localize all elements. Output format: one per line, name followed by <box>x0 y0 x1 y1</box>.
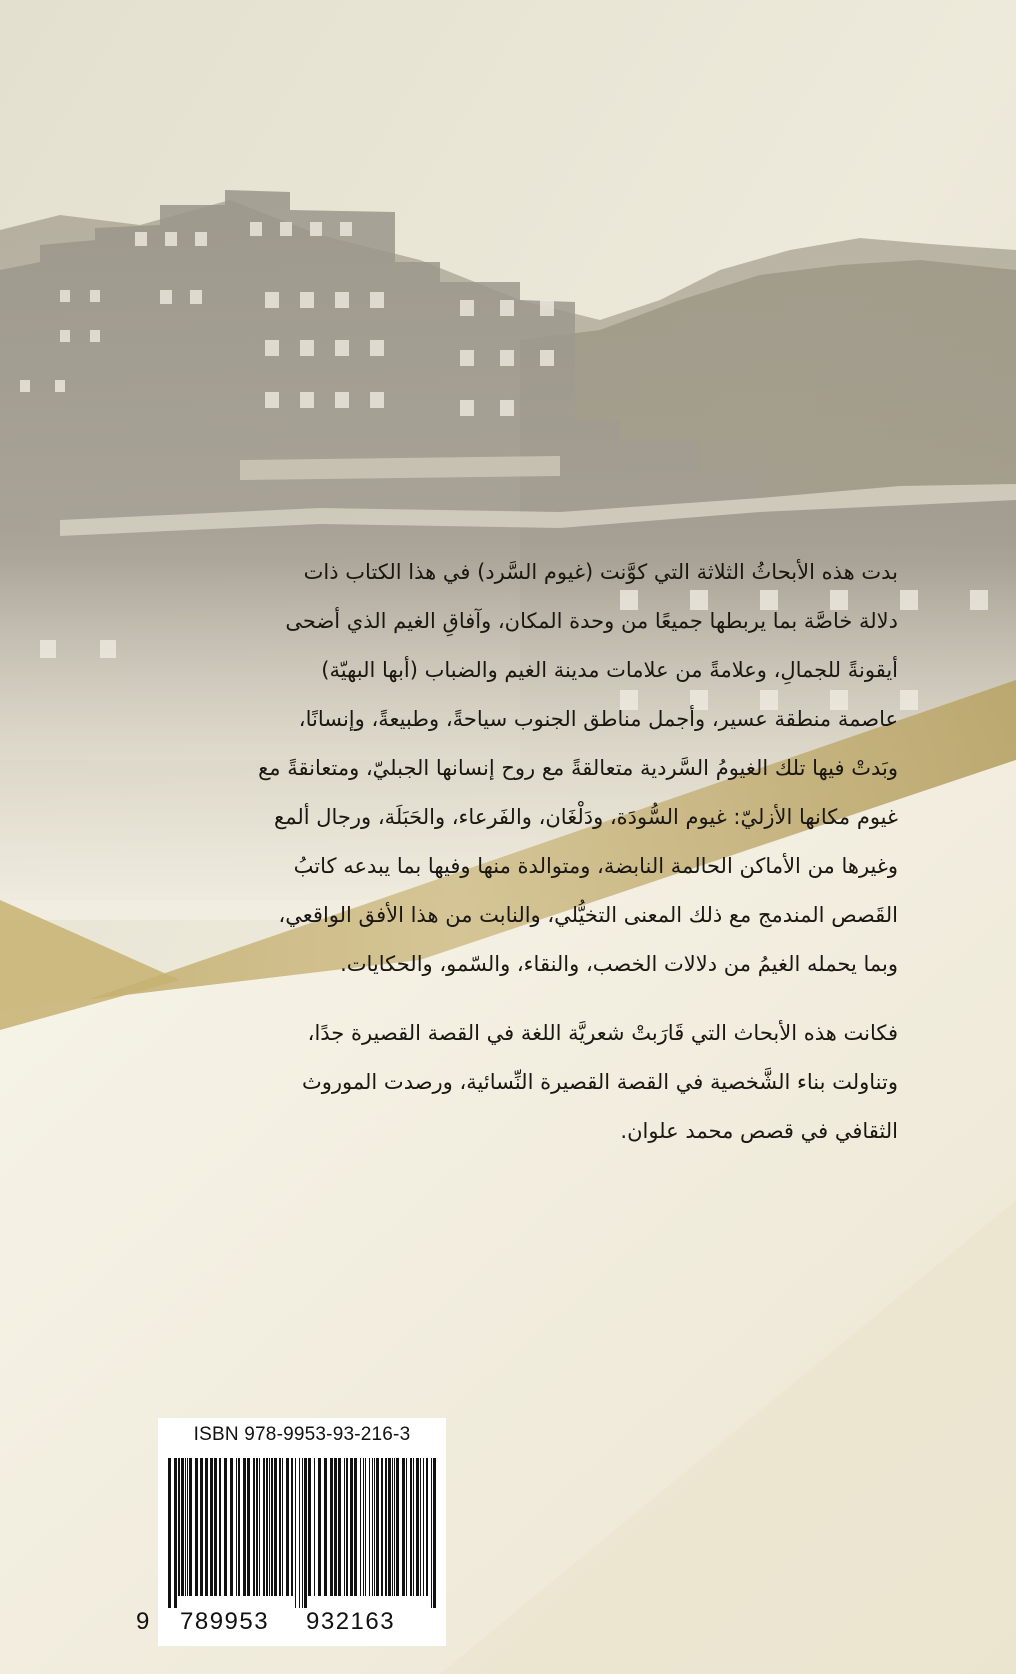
barcode-bar <box>259 1458 260 1596</box>
barcode-bar <box>334 1458 337 1596</box>
barcode-bar <box>253 1458 255 1596</box>
blurb-paragraph-2 <box>120 1009 898 1156</box>
barcode-bar <box>402 1458 405 1596</box>
barcode-bar <box>431 1458 432 1608</box>
barcode-bar <box>381 1458 383 1596</box>
blurb-line: غيوم مكانها الأزليّ: غيوم السُّودَة، ودَلْغَان، والفَرعاء، والحَبَلَة، ورجال ألمع <box>274 805 898 829</box>
barcode-bar <box>282 1458 283 1596</box>
barcode-bar <box>210 1458 213 1596</box>
barcode-bar <box>174 1458 177 1608</box>
barcode-bar <box>263 1458 265 1596</box>
barcode-bar <box>168 1458 171 1608</box>
barcode-bar <box>271 1458 273 1596</box>
barcode-bar <box>274 1458 277 1596</box>
barcode-bar <box>344 1458 345 1596</box>
barcode-bar <box>394 1458 395 1596</box>
isbn-label: ISBN 978-9953-93-216-3 <box>193 1424 411 1445</box>
barcode-bar <box>286 1458 289 1596</box>
barcode-bar <box>214 1458 217 1596</box>
barcode-bar <box>269 1458 270 1596</box>
barcode-bar <box>433 1458 436 1608</box>
barcode-bar <box>365 1458 366 1596</box>
barcode-bar <box>388 1458 391 1596</box>
barcode-bar <box>185 1458 186 1596</box>
barcode-bar <box>181 1458 184 1596</box>
barcode-bar <box>266 1458 268 1596</box>
barcode-bar <box>420 1458 421 1596</box>
barcode-bar <box>219 1458 221 1596</box>
barcode-bar <box>396 1458 399 1596</box>
barcode-bar <box>369 1458 370 1596</box>
barcode-bar <box>416 1458 419 1596</box>
barcode-bar <box>372 1458 373 1596</box>
barcode-bar <box>406 1458 407 1596</box>
barcode-image <box>168 1458 436 1608</box>
barcode-bar <box>195 1458 198 1596</box>
barcode-bar <box>324 1458 327 1596</box>
barcode-bar <box>330 1458 333 1596</box>
barcode-bar <box>346 1458 348 1596</box>
barcode-digits-right: 932163 <box>306 1608 396 1635</box>
barcode-bar <box>308 1458 311 1596</box>
blurb-paragraph-1 <box>120 548 898 989</box>
barcode-bar <box>392 1458 393 1596</box>
barcode-bar <box>243 1458 246 1596</box>
barcode-bar <box>410 1458 412 1596</box>
barcode-bar <box>224 1458 227 1596</box>
barcode-bar <box>302 1458 303 1608</box>
barcode-digits <box>136 1604 446 1640</box>
blurb-line: أيقونةً للجمالِ، وعلامةً من علامات مدينة الغيم والضباب (أبها البهيّة) <box>321 658 898 682</box>
barcode-bar <box>304 1458 307 1608</box>
blurb-line: فكانت هذه الأبحاث التي قَارَبتْ شعريَّة اللغة في القصة القصيرة جدًا، <box>307 1021 898 1045</box>
barcode-bar <box>360 1458 361 1596</box>
barcode-bar <box>256 1458 258 1596</box>
barcode-bar <box>205 1458 208 1596</box>
barcode-bar <box>374 1458 375 1596</box>
barcode-bar <box>200 1458 203 1596</box>
barcode-bar <box>236 1458 237 1596</box>
blurb-line: بدت هذه الأبحاثُ الثلاثة التي كوَّنت (غيوم السَّرد) في هذا الكتاب ذات <box>303 560 898 584</box>
barcode-bar <box>338 1458 341 1596</box>
barcode-bar <box>291 1458 293 1596</box>
barcode-bar <box>187 1458 188 1596</box>
barcode-bar <box>423 1458 424 1596</box>
barcode-bar <box>318 1458 321 1596</box>
barcode-bar <box>363 1458 364 1596</box>
barcode-bar <box>385 1458 387 1596</box>
barcode-bar <box>247 1458 250 1596</box>
barcode-bar <box>350 1458 353 1596</box>
barcode-bar <box>426 1458 428 1596</box>
barcode-bar <box>413 1458 414 1596</box>
barcode-bar <box>376 1458 379 1596</box>
blurb-text <box>120 548 898 1156</box>
blurb-line: وبَدتْ فيها تلك الغيومُ السَّردية متعالقةً مع روح إنسانها الجبليّ، ومتعانقةً مع <box>258 756 898 780</box>
isbn-barcode-block <box>136 1418 446 1646</box>
blurb-line: عاصمة منطقة عسير، وأجمل مناطق الجنوب سياحةً، وطبيعةً، وإنسانًا، <box>298 707 898 731</box>
barcode-bar <box>230 1458 233 1596</box>
barcode-bar <box>354 1458 357 1596</box>
barcode-bar <box>314 1458 315 1596</box>
barcode-bar <box>238 1458 240 1596</box>
barcode-bar <box>295 1458 296 1608</box>
blurb-line: دلالة خاصَّة بما يربطها جميعًا من وحدة المكان، وآفاقِ الغيم الذي أضحى <box>285 609 898 633</box>
blurb-line: الثقافي في قصص محمد علوان. <box>620 1119 898 1143</box>
blurb-line: وغيرها من الأماكن الحالمة النابضة، ومتوالدة منها وفيها بما يبدعه كاتبُ <box>293 854 898 878</box>
barcode-bar <box>299 1458 300 1608</box>
blurb-line: وتناولت بناء الشَّخصية في القصة القصيرة النِّسائية، ورصدت الموروث <box>301 1070 898 1094</box>
barcode-bar <box>279 1458 281 1596</box>
blurb-line: وبما يحمله الغيمُ من دلالات الخصب، والنقاء، والسّمو، والحكايات. <box>340 952 898 976</box>
blurb-line: القَصص المندمج مع ذلك المعنى التخيُّلي، والنابت من هذا الأفق الواقعي، <box>278 903 898 927</box>
barcode-bar <box>178 1458 180 1596</box>
barcode-digit-prefix: 9 <box>136 1608 150 1635</box>
barcode-digits-left: 789953 <box>180 1608 270 1635</box>
barcode-bar <box>189 1458 192 1596</box>
